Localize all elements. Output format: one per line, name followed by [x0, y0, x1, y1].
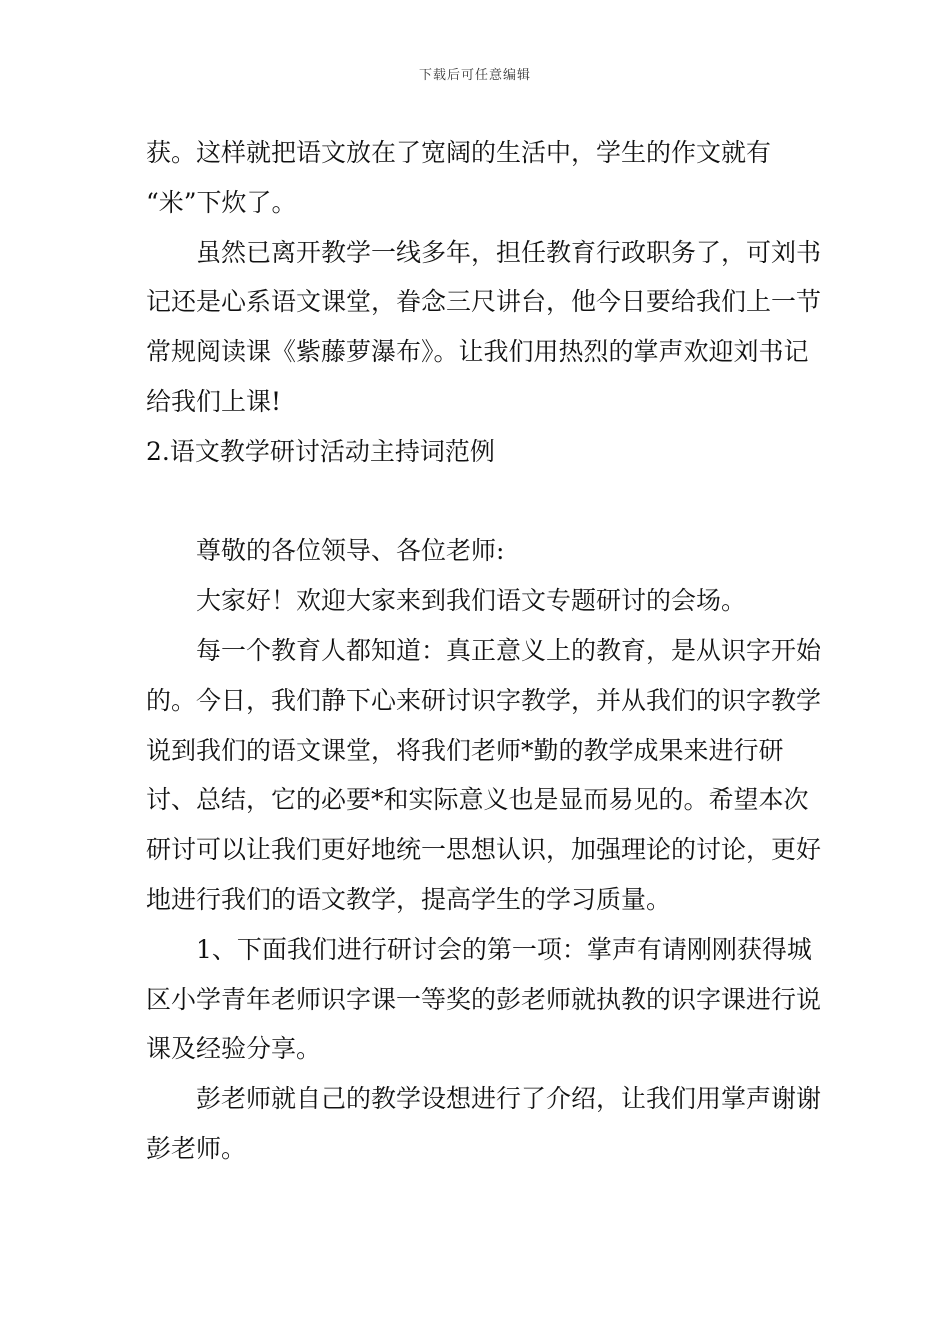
paragraph-thanks: 彭老师就自己的教学设想进行了介绍，让我们用掌声谢谢彭老师。 — [146, 1084, 822, 1163]
paragraph-continued-line1: 获。这样就把语文放在了宽阔的生活中，学生的作文就有 — [146, 138, 772, 167]
document-body — [146, 128, 826, 1174]
greeting: 大家好！欢迎大家来到我们语文专题研讨的会场。 — [196, 586, 747, 616]
blank-line — [146, 477, 826, 527]
salutation: 尊敬的各位领导、各位老师: — [196, 536, 505, 566]
section-heading: 2.语文教学研讨活动主持词范例 — [146, 436, 495, 466]
paragraph-continued-line2: “米”下炊了。 — [146, 187, 297, 217]
paragraph-secretary-lesson: 虽然已离开教学一线多年，担任教育行政职务了，可刘书记还是心系语文课堂，眷念三尺讲台，他今日要给我们上一节常规阅读课《紫藤萝瀑布》。让我们用热烈的掌声欢迎刘书记给我们上课! — [146, 237, 822, 416]
paragraph-first-item: 1、下面我们进行研讨会的第一项：掌声有请刚刚获得城区小学青年老师识字课一等奖的彭老师就执教的识字课进行说课及经验分享。 — [146, 934, 822, 1064]
paragraph-literacy-teaching: 每一个教育人都知道：真正意义上的教育，是从识字开始的。今日，我们静下心来研讨识字教学，并从我们的识字教学说到我们的语文课堂，将我们老师*勤的教学成果来进行研讨、总结，它的必要*和实际意义也是显而易见的。希望本次研讨可以让我们更好地统一思想认识，加强理论的讨论，更好地进行我们的语文教学，提高学生的学习质量。 — [146, 635, 822, 914]
page-header: 下载后可任意编辑 — [418, 68, 531, 83]
